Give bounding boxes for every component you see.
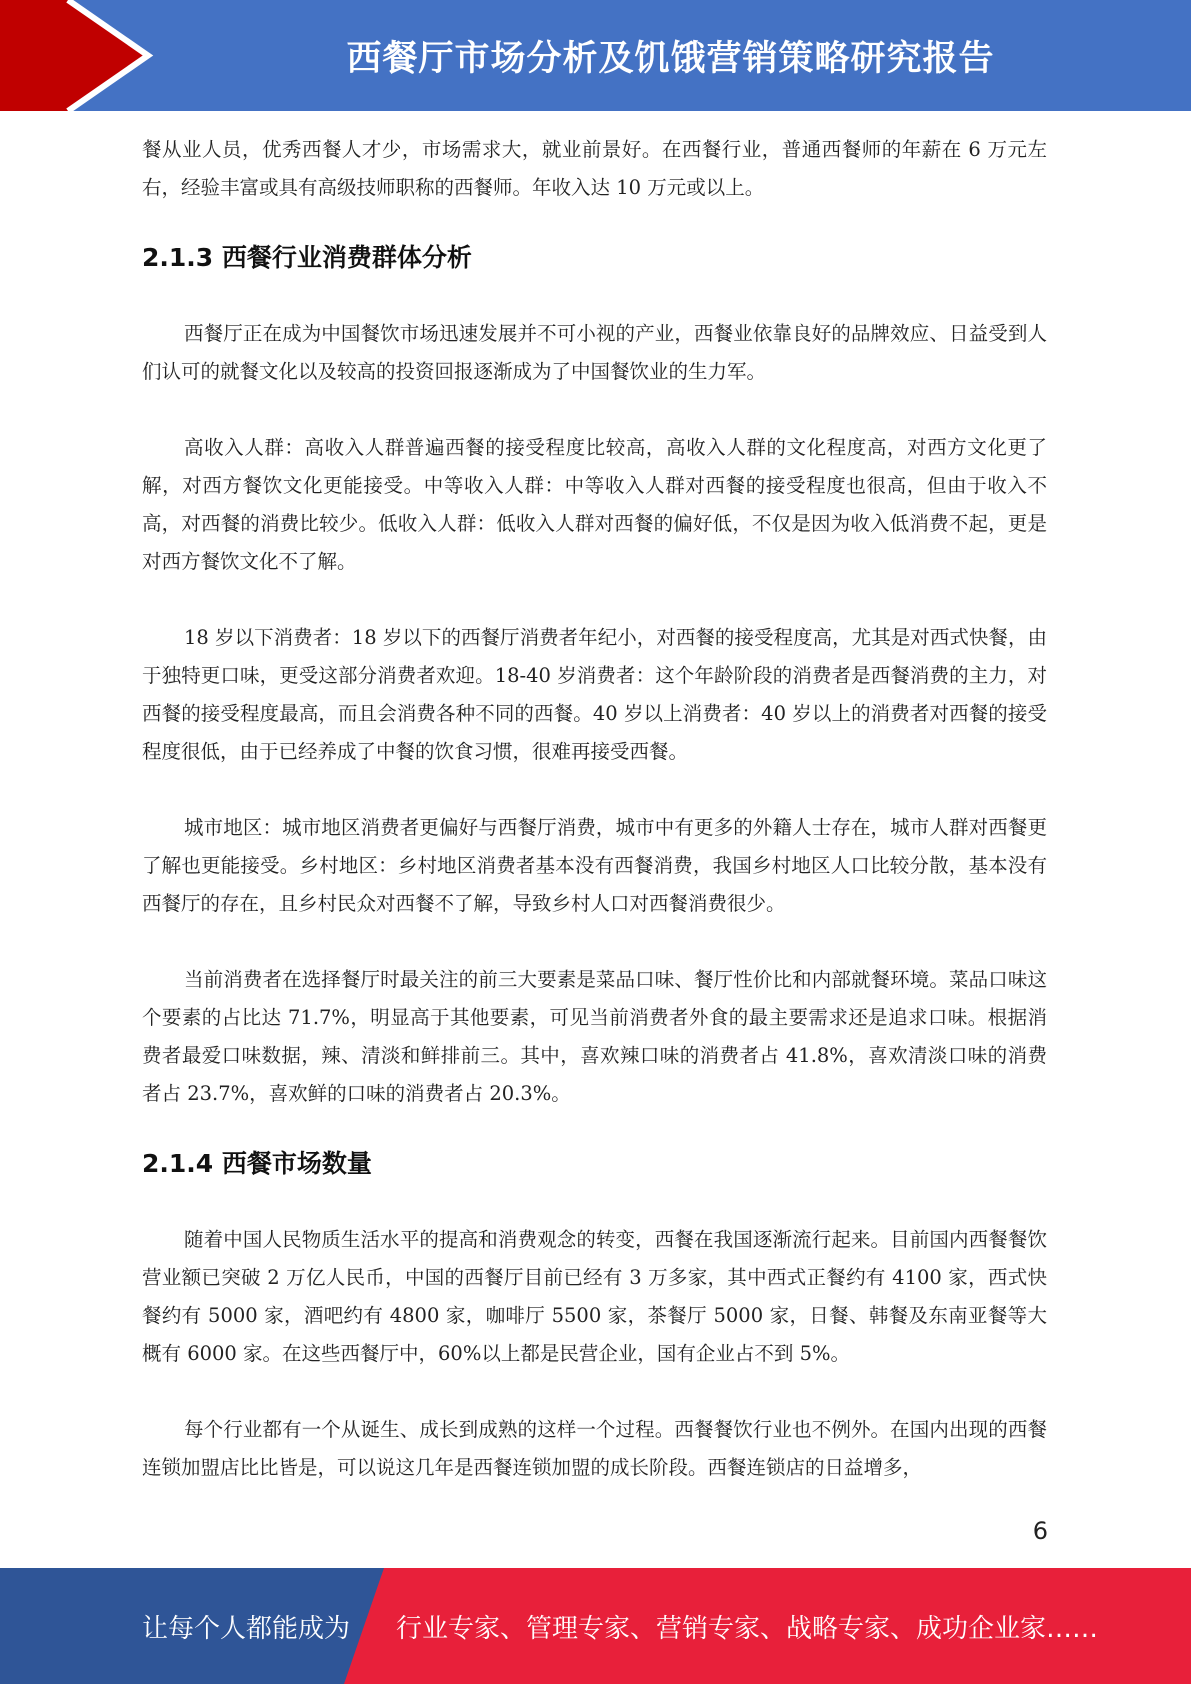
footer-slogan-left: 让每个人都能成为 [142, 1613, 351, 1644]
paragraph: 高收入人群：高收入人群普遍西餐的接受程度比较高，高收入人群的文化程度高，对西方文化更了解，对西方餐饮文化更能接受。中等收入人群：中等收入人群对西餐的接受程度也很高，但由于收入不高，对西餐的消费比较少。低收入人群：低收入人群对西餐的偏好低，不仅是因为收入低消费不起，更是对西方餐饮文化不了解。 [142, 436, 1047, 573]
page-number: 6 [1032, 1517, 1048, 1545]
paragraph: 城市地区：城市地区消费者更偏好与西餐厅消费，城市中有更多的外籍人士存在，城市人群对西餐更了解也更能接受。乡村地区：乡村地区消费者基本没有西餐消费，我国乡村地区人口比较分散，基本没有西餐厅的存在，且乡村民众对西餐不了解，导致乡村人口对西餐消费很少。 [142, 816, 1047, 915]
section-heading-2-1-4: 2.1.4 西餐市场数量 [142, 1149, 372, 1178]
header-title: 西餐厅市场分析及饥饿营销策略研究报告 [346, 38, 995, 79]
paragraph: 当前消费者在选择餐厅时最关注的前三大要素是菜品口味、餐厅性价比和内部就餐环境。菜品口味这个要素的占比达 71.7%，明显高于其他要素，可见当前消费者外食的最主要需求还是追求口味。根据消费者最爱口味数据，辣、清淡和鲜排前三。其中，喜欢辣口味的消费者占 41.8%，喜欢清淡口味的消费者占 23.7%，喜欢鲜的口味的消费者占 20.3%。 [142, 968, 1047, 1105]
paragraph: 西餐厅正在成为中国餐饮市场迅速发展并不可小视的产业，西餐业依靠良好的品牌效应、日益受到人们认可的就餐文化以及较高的投资回报逐渐成为了中国餐饮业的生力军。 [142, 322, 1047, 383]
section-heading-2-1-3: 2.1.3 西餐行业消费群体分析 [142, 243, 472, 272]
paragraph: 每个行业都有一个从诞生、成长到成熟的这样一个过程。西餐餐饮行业也不例外。在国内出现的西餐连锁加盟店比比皆是，可以说这几年是西餐连锁加盟的成长阶段。西餐连锁店的日益增多， [142, 1418, 1047, 1479]
page-footer [0, 1568, 1191, 1684]
paragraph: 随着中国人民物质生活水平的提高和消费观念的转变，西餐在我国逐渐流行起来。目前国内西餐餐饮营业额已突破 2 万亿人民币，中国的西餐厅目前已经有 3 万多家，其中西式正餐约有 4100 家，西式快餐约有 5000 家，酒吧约有 4800 家，咖啡厅 5500 家，茶餐厅 5000 家，日餐、韩餐及东南亚餐等大概有 6000 家。在这些西餐厅中，60%以上都是民营企业，国有企业占不到 5%。 [142, 1228, 1047, 1365]
document-body [142, 131, 1047, 1487]
header-chevron-decoration [0, 0, 160, 111]
page-header [0, 0, 1191, 111]
paragraph: 餐从业人员，优秀西餐人才少，市场需求大，就业前景好。在西餐行业，普通西餐师的年薪在 6 万元左右，经验丰富或具有高级技师职称的西餐师。年收入达 10 万元或以上。 [142, 138, 1047, 199]
footer-slogan-right: 行业专家、管理专家、营销专家、战略专家、成功企业家…… [396, 1613, 1099, 1644]
paragraph: 18 岁以下消费者：18 岁以下的西餐厅消费者年纪小，对西餐的接受程度高，尤其是对西式快餐，由于独特更口味，更受这部分消费者欢迎。18-40 岁消费者：这个年龄阶段的消费者是西餐消费的主力，对西餐的接受程度最高，而且会消费各种不同的西餐。40 岁以上消费者：40 岁以上的消费者对西餐的接受程度很低，由于已经养成了中餐的饮食习惯，很难再接受西餐。 [142, 626, 1047, 763]
